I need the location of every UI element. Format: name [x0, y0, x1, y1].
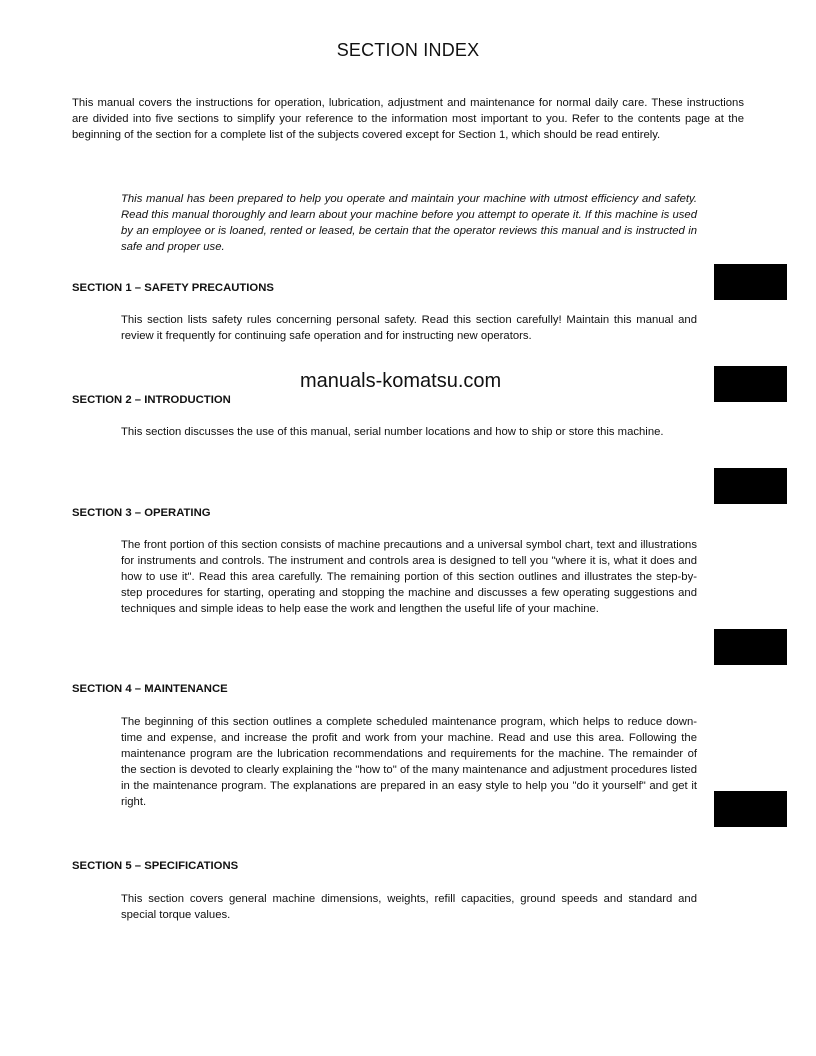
section-2-body: This section discusses the use of this manual, serial number locations and how to ship or store this machine.: [121, 426, 664, 438]
section-4-body: The beginning of this section outlines a complete scheduled maintenance program, which helps to reduce down-time and expense, and increase the profit and work from your machine. Read and use this area. Following the maintenance program are the lubrication recommendations and requirements for the machine. The remainder of the section is devoted to clearly explaining the "how to" of the many maintenance and adjustment procedures listed in the maintenance program. The explanations are prepared in an easy style to help you "do it yourself" and get it right.: [121, 716, 697, 808]
section-4-tab-marker: [714, 629, 787, 665]
section-2-heading: SECTION 2 – INTRODUCTION: [72, 394, 231, 406]
section-5-body: This section covers general machine dimensions, weights, refill capacities, ground speeds and standard and special torque values.: [121, 893, 697, 921]
section-5-tab-marker: [714, 791, 787, 827]
page-title: SECTION INDEX: [336, 40, 480, 60]
section-1-tab-marker: [714, 264, 787, 300]
section-5-heading: SECTION 5 – SPECIFICATIONS: [72, 860, 239, 872]
section-3-body: The front portion of this section consists of machine precautions and a universal symbol chart, text and illustrations for instruments and controls. The instrument and controls area is designed to tell you "where it is, what it does and how to use it". Read this area carefully. The remaining portion of this section outlines and illustrates the step-by-step procedures for starting, operating and stopping the machine and discusses a few operating suggestions and techniques and simple ideas to help ease the work and lengthen the useful life of your machine.: [121, 539, 697, 615]
section-4-heading: SECTION 4 – MAINTENANCE: [72, 683, 228, 695]
section-2-tab-marker: [714, 366, 787, 402]
section-1-body: This section lists safety rules concerning personal safety. Read this section carefully! Maintain this manual and review it frequently for continuing safe operation and for instructing new operators.: [121, 314, 697, 342]
safety-notice: This manual has been prepared to help you operate and maintain your machine with utmost efficiency and safety. Read this manual thoroughly and learn about your machine before you attempt to operate it. If this machine is used by an employee or is loaned, rented or leased, be certain that the operator reviews this manual and is instructed in safe and proper use.: [121, 193, 697, 253]
section-1-heading: SECTION 1 – SAFETY PRECAUTIONS: [72, 282, 274, 294]
section-3-tab-marker: [714, 468, 787, 504]
intro-paragraph: This manual covers the instructions for operation, lubrication, adjustment and maintenance for normal daily care. These instructions are divided into five sections to simplify your reference to the information most important to you. Refer to the contents page at the beginning of the section for a complete list of the subjects covered except for Section 1, which should be read entirely.: [72, 97, 744, 141]
watermark-text: manuals-komatsu.com: [300, 370, 502, 392]
section-3-heading: SECTION 3 – OPERATING: [72, 507, 211, 519]
